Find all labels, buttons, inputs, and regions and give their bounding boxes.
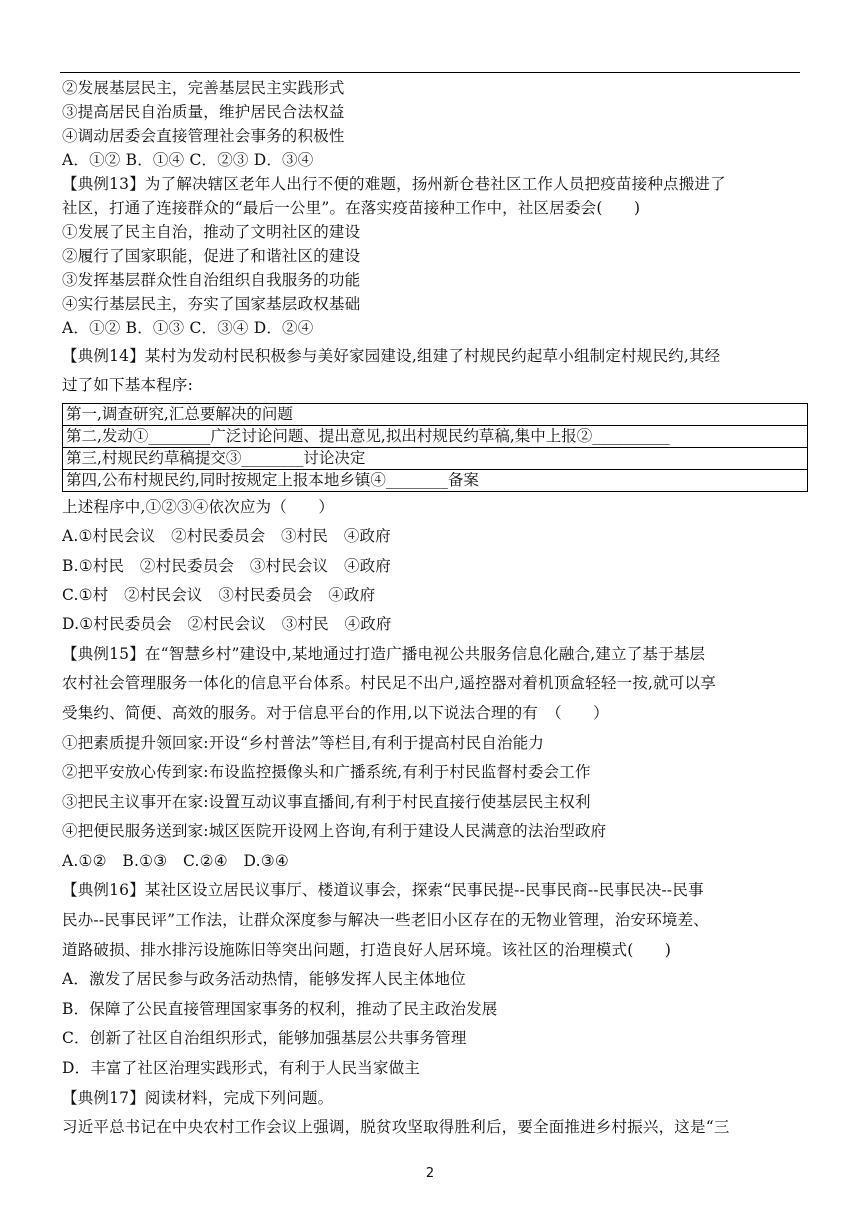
answer-options: A.①② B.①③ C.②④ D.③④ bbox=[62, 851, 289, 870]
question-16-stem: 道路破损、排水排污设施陈旧等突出问题，打造良好人居环境。该社区的治理模式( ) bbox=[62, 940, 672, 959]
text-line: ③把民主议事开在家:设置互动议事直播间,有利于村民直接行使基层民主权利 bbox=[62, 792, 591, 811]
table-row bbox=[63, 403, 808, 425]
text-line: ④实行基层民主，夯实了国家基层政权基础 bbox=[62, 295, 361, 313]
text-line: 习近平总书记在中央农村工作会议上强调，脱贫攻坚取得胜利后，要全面推进乡村振兴，这是“三 bbox=[62, 1118, 730, 1137]
question-13-stem: 【典例13】为了解决辖区老年人出行不便的难题，扬州新仓巷社区工作人员把疫苗接种点搬进了 bbox=[62, 175, 726, 193]
text-line: ③提高居民自治质量，维护居民合法权益 bbox=[62, 103, 345, 121]
table-row bbox=[63, 469, 808, 491]
question-15-stem: 【典例15】在“智慧乡村”建设中,某地通过打造广播电视公共服务信息化融合,建立了基于基层 bbox=[62, 644, 706, 663]
header-rule bbox=[60, 72, 800, 73]
table-cell: 第一,调查研究,汇总要解决的问题 bbox=[63, 403, 808, 425]
text-line: ①发展了民主自治，推动了文明社区的建设 bbox=[62, 223, 361, 241]
question-13-stem: 社区，打通了连接群众的“最后一公里”。在落实疫苗接种工作中，社区居委会( ) bbox=[62, 199, 641, 217]
text-line: ④把便民服务送到家:城区医院开设网上咨询,有利于建设人民满意的法治型政府 bbox=[62, 822, 607, 841]
procedure-table bbox=[62, 403, 808, 492]
question-16-stem: 民办--民事民评”工作法，让群众深度参与解决一些老旧小区存在的无物业管理，治安环境差、 bbox=[62, 911, 710, 930]
document-body bbox=[62, 76, 808, 1143]
question-14-stem: 过了如下基本程序: bbox=[62, 376, 194, 395]
question-16-stem: 【典例16】某社区设立居民议事厅、楼道议事会，探索“民事民提--民事民商--民事民决--民事 bbox=[62, 881, 704, 900]
answer-option: D.①村民委员会 ②村民会议 ③村民 ④政府 bbox=[62, 615, 392, 634]
question-15-stem: 受集约、简便、高效的服务。对于信息平台的作用,以下说法合理的有 （ ） bbox=[62, 703, 609, 722]
answer-option: C.①村 ②村民会议 ③村民委员会 ④政府 bbox=[62, 585, 376, 604]
answer-options: A．①② B．①③ C．③④ D．②④ bbox=[62, 319, 314, 337]
text-line: 上述程序中,①②③④依次应为（ ） bbox=[62, 497, 335, 516]
answer-option: B.①村民 ②村民委员会 ③村民会议 ④政府 bbox=[62, 556, 392, 575]
question-17-stem: 【典例17】阅读材料，完成下列问题。 bbox=[62, 1088, 334, 1107]
table-cell: 第三,村规民约草稿提交③________讨论决定 bbox=[63, 447, 808, 469]
answer-option: A.①村民会议 ②村民委员会 ③村民 ④政府 bbox=[62, 527, 391, 546]
answer-option: A．激发了居民参与政务活动热情，能够发挥人民主体地位 bbox=[62, 970, 466, 989]
answer-option: D．丰富了社区治理实践形式，有利于人民当家做主 bbox=[62, 1059, 421, 1078]
table-cell: 第四,公布村规民约,同时按规定上报本地乡镇④________备案 bbox=[63, 469, 808, 491]
text-line: ①把素质提升领回家:开设“乡村普法”等栏目,有利于提高村民自治能力 bbox=[62, 733, 545, 752]
table-cell: 第二,发动①________广泛讨论问题、提出意见,拟出村规民约草稿,集中上报②__________ bbox=[63, 425, 808, 447]
text-line: ②履行了国家职能，促进了和谐社区的建设 bbox=[62, 247, 361, 265]
answer-option: C．创新了社区自治组织形式，能够加强基层公共事务管理 bbox=[62, 1029, 467, 1048]
text-line: ②发展基层民主，完善基层民主实践形式 bbox=[62, 79, 345, 97]
table-row bbox=[63, 447, 808, 469]
table-row bbox=[63, 425, 808, 447]
text-line: ③发挥基层群众性自治组织自我服务的功能 bbox=[62, 271, 361, 289]
page-number: 2 bbox=[425, 1166, 435, 1181]
question-15-stem: 农村社会管理服务一体化的信息平台体系。村民足不出户,遥控器对着机顶盒轻轻一按,就可以享 bbox=[62, 674, 716, 693]
text-line: ④调动居委会直接管理社会事务的积极性 bbox=[62, 127, 345, 145]
answer-option: B．保障了公民直接管理国家事务的权利，推动了民主政治发展 bbox=[62, 999, 498, 1018]
text-line: ②把平安放心传到家:布设监控摄像头和广播系统,有利于村民监督村委会工作 bbox=[62, 763, 591, 782]
question-14-stem: 【典例14】某村为发动村民积极参与美好家园建设,组建了村规民约起草小组制定村规民约,其经 bbox=[62, 347, 721, 365]
answer-options: A．①② B．①④ C．②③ D．③④ bbox=[62, 151, 314, 169]
